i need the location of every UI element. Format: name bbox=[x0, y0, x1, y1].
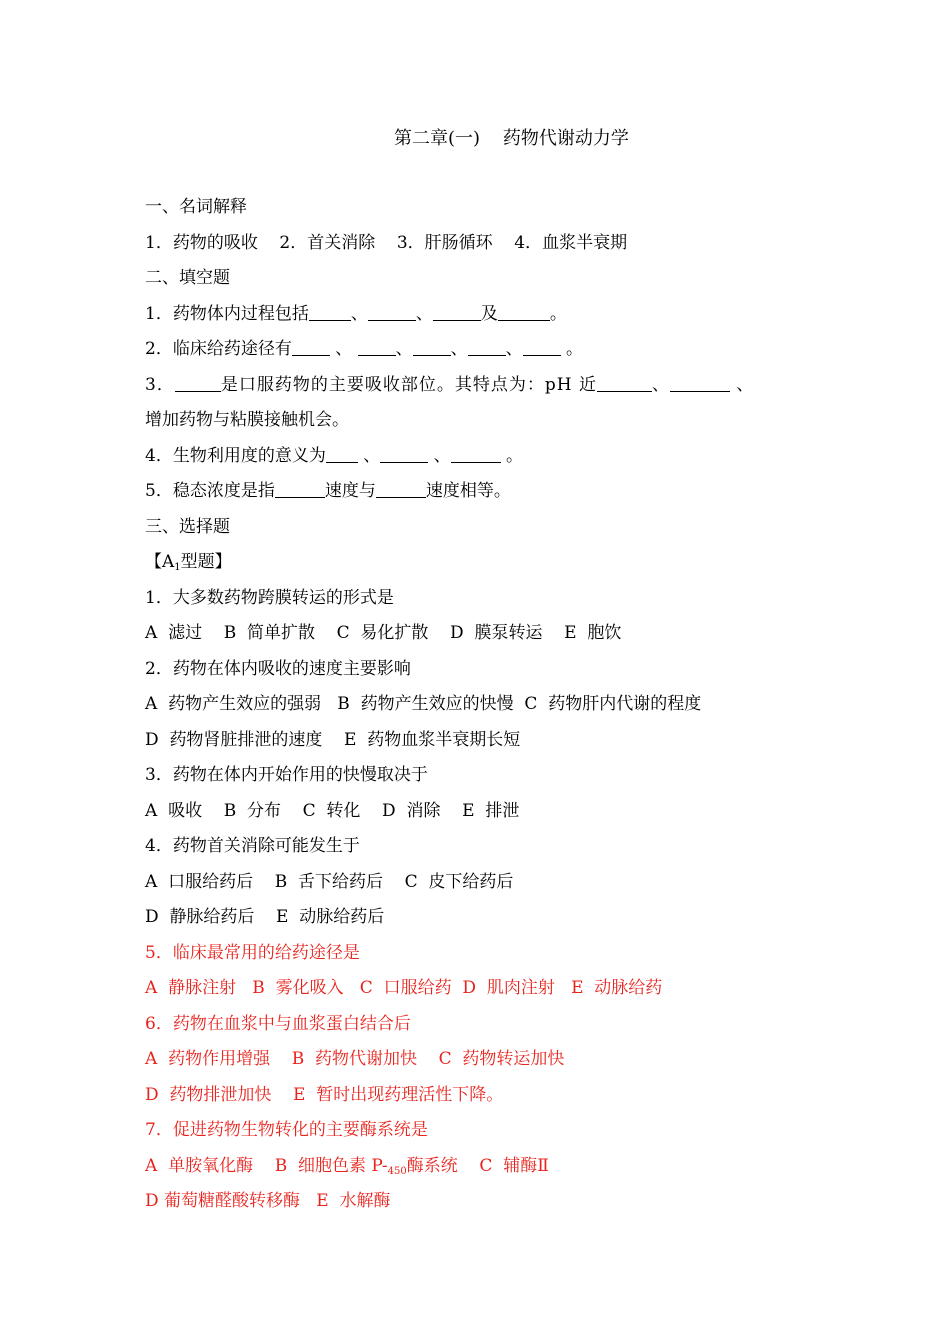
mc-question-7-options-1: A 单胺氧化酶 B 细胞色素 $P-_{450}$酶系统 C 辅酶Ⅱ bbox=[145, 1155, 549, 1177]
mc-question-1-stem: 1．大多数药物跨膜转运的形式是 bbox=[145, 587, 394, 608]
fill-question-3-continued: 增加药物与粘膜接触机会。 bbox=[145, 410, 349, 430]
mc-question-5-stem: 5．临床最常用的给药途径是 bbox=[145, 942, 360, 963]
mc-question-4-options-2: D 静脉给药后 E 动脉给药后 bbox=[145, 907, 385, 927]
mc-question-2-stem: 2．药物在体内吸收的速度主要影响 bbox=[145, 658, 411, 679]
mc-question-4-options-1: A 口服给药后 B 舌下给药后 C 皮下给药后 bbox=[145, 871, 514, 892]
mc-question-4-stem: 4．药物首关消除可能发生于 bbox=[145, 836, 360, 856]
section-heading-fill-blank: 二、填空题 bbox=[145, 268, 230, 288]
section-heading-multiple-choice: 三、选择题 bbox=[145, 516, 230, 537]
mc-question-5-options: A 静脉注射 B 雾化吸入 C 口服给药 D 肌肉注射 E 动脉给药 bbox=[145, 978, 663, 998]
mc-question-2-options-1: A 药物产生效应的强弱 B 药物产生效应的快慢 C 药物肝内代谢的程度 bbox=[145, 694, 702, 714]
mc-question-1-options: A 滤过 B 简单扩散 C 易化扩散 D 膜泵转运 E 胞饮 bbox=[145, 623, 622, 643]
fill-question-1: 1．药物体内过程包括 、 、 及 。 bbox=[145, 297, 825, 333]
mc-question-7-stem: 7．促进药物生物转化的主要酶系统是 bbox=[145, 1120, 428, 1140]
terms-list: 1．药物的吸收 2．首关消除 3．肝肠循环 4．血浆半衰期 bbox=[145, 232, 628, 253]
mc-question-7-options-2: D 葡萄糖醛酸转移酶 E 水解酶 bbox=[145, 1191, 391, 1211]
mc-question-6-options-1: A 药物作用增强 B 药物代谢加快 C 药物转运加快 bbox=[145, 1049, 565, 1069]
fill-question-4: 4．生物利用度的意义为 、 、 。 bbox=[145, 439, 825, 475]
section-heading-definitions: 一、名词解释 bbox=[145, 197, 247, 217]
fill-question-2: 2．临床给药途径有 、 、 、 、 。 bbox=[145, 332, 825, 368]
document-body bbox=[145, 190, 825, 1220]
mc-question-2-options-2: D 药物肾脏排泄的速度 E 药物血浆半衰期长短 bbox=[145, 729, 521, 750]
mc-question-6-options-2: D 药物排泄加快 E 暂时出现药理活性下降。 bbox=[145, 1084, 504, 1105]
mc-question-3-options: A 吸收 B 分布 C 转化 D 消除 E 排泄 bbox=[145, 800, 520, 821]
mc-question-3-stem: 3．药物在体内开始作用的快慢取决于 bbox=[145, 765, 428, 785]
fill-question-5: 5．稳态浓度是指 速度与 速度相等。 bbox=[145, 474, 825, 510]
question-type-label: 【$A_1$型题】 bbox=[145, 552, 232, 573]
page-title: 第二章(一) 药物代谢动力学 bbox=[394, 128, 629, 149]
fill-question-3: 3． 是口服药物的主要吸收部位。其特点为：pH 近 、 、 bbox=[145, 368, 825, 404]
mc-question-6-stem: 6．药物在血浆中与血浆蛋白结合后 bbox=[145, 1013, 411, 1034]
